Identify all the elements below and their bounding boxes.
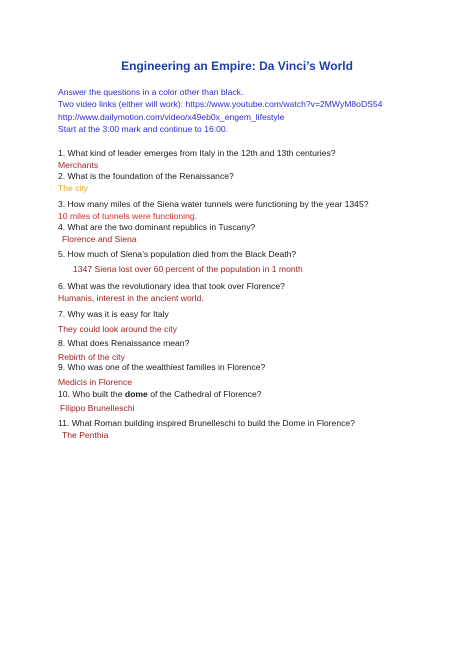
- answer-3: 10 miles of tunnels were functioning.: [58, 210, 198, 221]
- question-2: 2. What is the foundation of the Renaissance?: [58, 171, 234, 181]
- qa-item-2: [58, 171, 458, 194]
- answer-11: The Penthia: [62, 429, 109, 440]
- qa-item-10: [58, 389, 458, 414]
- question-8: 8. What does Renaissance mean?: [58, 338, 190, 348]
- qa-item-7: [58, 309, 458, 335]
- question-11: 11. What Roman building inspired Brunelleschi to build the Dome in Florence?: [58, 418, 355, 428]
- qa-item-11: [58, 418, 458, 441]
- qa-item-8: [58, 338, 458, 363]
- answer-8: Rebirth of the city: [58, 351, 125, 362]
- question-10-end: of the Cathedral of Florence?: [147, 389, 262, 399]
- instruction-video-links: Two video links (either will work): https://www.youtube.com/watch?v=2MWyM8oDS54: [58, 99, 383, 110]
- answer-9: Medicis in Florence: [58, 376, 133, 387]
- question-5: 5. How much of Siena’s population died from the Black Death?: [58, 249, 297, 259]
- answer-2: The city: [58, 182, 89, 193]
- question-1: 1. What kind of leader emerges from Italy in the 12th and 13th centuries?: [58, 148, 336, 158]
- instruction-start-time: Start at the 3:00 mark and continue to 16:00.: [58, 123, 229, 134]
- answer-7: They could look around the city: [58, 323, 177, 334]
- instruction-dailymotion-link: http://www.dailymotion.com/video/x49eb0x_engem_lifestyle: [58, 111, 285, 122]
- qa-item-4: [58, 222, 458, 245]
- qa-item-1: [58, 148, 458, 171]
- instruction-color: Answer the questions in a color other than black.: [58, 87, 244, 97]
- question-3: 3. How many miles of the Siena water tunnels were functioning by the year 1345?: [58, 199, 369, 209]
- question-10: [58, 389, 458, 401]
- answer-5: 1347 Siena lost over 60 percent of the population in 1 month: [73, 263, 303, 274]
- question-9: 9. Who was one of the wealthiest families in Florence?: [58, 362, 266, 372]
- question-7: 7. Why was it is easy for Italy: [58, 309, 169, 319]
- qa-item-5: [58, 249, 458, 275]
- question-10-emphasis: dome: [124, 389, 148, 399]
- question-10-start: 10. Who built the: [58, 389, 125, 399]
- qa-item-6: [58, 281, 458, 304]
- answer-6: Humanis, interest in the ancient world.: [58, 292, 204, 303]
- question-6: 6. What was the revolutionary idea that took over Florence?: [58, 281, 285, 291]
- document-title: Engineering an Empire: Da Vinci’s World: [121, 59, 353, 73]
- instructions-block: [58, 86, 458, 135]
- answer-1: Merchants: [58, 159, 99, 170]
- qa-item-3: [58, 199, 458, 222]
- question-4: 4. What are the two dominant republics in Tuscany?: [58, 222, 256, 232]
- qa-item-9: [58, 362, 458, 388]
- answer-10: Filippo Brunelleschi: [60, 402, 135, 413]
- answer-4: Florence and Siena: [62, 233, 137, 244]
